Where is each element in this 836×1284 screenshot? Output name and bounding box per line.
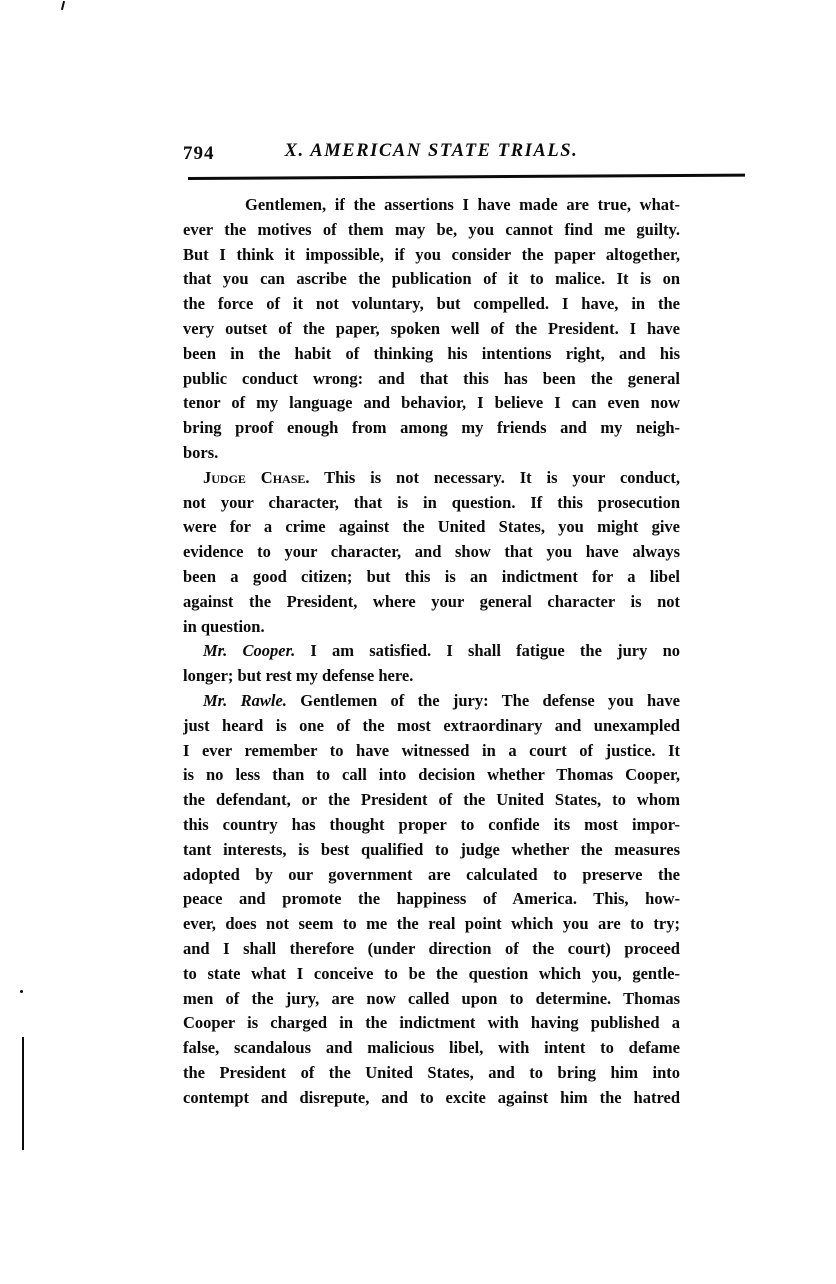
text-segment: public conduct wrong: and that this has been the general <box>183 368 680 388</box>
paragraph <box>183 639 680 689</box>
text-segment: Gentlemen, if the assertions I have made are true, what- <box>245 195 680 214</box>
text-line <box>183 863 680 888</box>
text-line <box>183 714 680 739</box>
header-rule <box>188 174 745 180</box>
text-segment: to state what I conceive to be the question which you, gentle- <box>183 963 680 983</box>
text-segment: is no less than to call into decision whether Thomas Cooper, <box>183 765 680 785</box>
text-segment: this country has thought proper to confide its most impor- <box>183 814 680 834</box>
text-line <box>183 1061 680 1086</box>
text-segment: the force of it not voluntary, but compelled. I have, in the <box>183 294 680 314</box>
text-segment: against the President, where your general character is not <box>183 591 680 611</box>
text-segment: ever the motives of them may be, you cannot find me guilty. <box>183 219 680 239</box>
text-segment: the defendant, or the President of the United States, to whom <box>183 790 680 810</box>
text-line <box>183 937 680 962</box>
paragraph <box>183 193 680 466</box>
text-line <box>183 962 680 987</box>
text-line <box>183 813 680 838</box>
text-segment: and I shall therefore (under direction of the court) proceed <box>183 938 680 958</box>
text-line <box>183 739 680 764</box>
text-line <box>183 987 680 1012</box>
text-segment: that you can ascribe the publication of it to malice. It is on <box>183 269 680 289</box>
paragraph <box>183 466 680 640</box>
text-segment: I ever remember to have witnessed in a court of justice. It <box>183 740 680 760</box>
text-line <box>183 491 680 516</box>
text-line <box>183 1086 680 1111</box>
text-line <box>183 887 680 912</box>
text-segment: were for a crime against the United States, you might give <box>183 517 680 537</box>
text-segment: tenor of my language and behavior, I believe I can even now <box>183 393 680 413</box>
text-segment: men of the jury, are now called upon to determine. Thomas <box>183 988 680 1008</box>
text-segment: bors. <box>183 442 219 462</box>
text-line <box>183 788 680 813</box>
text-line <box>183 540 680 565</box>
text-line <box>183 1011 680 1036</box>
text-line <box>183 1036 680 1061</box>
page-header <box>183 141 680 169</box>
text-segment: peace and promote the happiness of America. This, how- <box>183 889 680 909</box>
text-segment: been in the habit of thinking his intentions right, and his <box>183 343 680 363</box>
paragraph <box>183 689 680 1111</box>
page-body <box>183 193 680 1110</box>
text-segment: tant interests, is best qualified to judge whether the measures <box>183 839 680 859</box>
text-segment: I am satisfied. I shall fatigue the jury no <box>295 641 680 661</box>
text-line <box>183 391 680 416</box>
text-segment: Gentlemen of the jury: The defense you have <box>286 690 680 710</box>
text-line <box>183 763 680 788</box>
text-segment: the President of the United States, and to bring him into <box>183 1062 680 1082</box>
running-title: X. AMERICAN STATE TRIALS. <box>284 141 579 161</box>
text-line <box>183 515 680 540</box>
text-segment: not your character, that is in question. If this prosecution <box>183 492 680 512</box>
text-line <box>183 342 680 367</box>
text-line <box>183 416 680 441</box>
scan-artifact-line <box>22 1037 24 1150</box>
text-segment: false, scandalous and malicious libel, with intent to defame <box>183 1038 680 1058</box>
text-segment: been a good citizen; but this is an indictment for a libel <box>183 566 680 586</box>
text-segment: in question. <box>183 616 265 636</box>
text-segment: This is not necessary. It is your conduct, <box>309 467 680 487</box>
text-line <box>183 441 680 466</box>
speaker-name: Mr. Cooper. <box>203 641 296 661</box>
text-line <box>183 912 680 937</box>
text-line <box>183 615 680 640</box>
text-segment: bring proof enough from among my friends and my neigh- <box>183 418 680 438</box>
text-segment: Cooper is charged in the indictment with having published a <box>183 1013 680 1033</box>
text-segment: ever, does not seem to me the real point which you are to try; <box>183 914 680 934</box>
text-line <box>183 565 680 590</box>
text-line <box>183 466 680 491</box>
text-line <box>183 639 680 664</box>
text-line <box>183 317 680 342</box>
text-line <box>183 292 680 317</box>
text-segment: adopted by our government are calculated to preserve the <box>183 864 680 884</box>
text-segment: contempt and disrepute, and to excite against him the hatred <box>183 1087 680 1107</box>
page-number: 794 <box>183 143 215 164</box>
speaker-name: Mr. Rawle. <box>203 690 287 710</box>
text-segment: evidence to your character, and show that you have always <box>183 542 680 562</box>
text-line <box>183 689 680 714</box>
text-line <box>183 218 680 243</box>
speaker-name: Judge Chase. <box>203 467 310 487</box>
scan-artifact-mark <box>61 1 65 10</box>
text-line <box>183 267 680 292</box>
text-line <box>183 590 680 615</box>
text-line <box>183 243 680 268</box>
text-line <box>183 838 680 863</box>
text-segment: But I think it impossible, if you consider the paper altogether, <box>183 244 680 264</box>
text-segment: longer; but rest my defense here. <box>183 666 414 686</box>
scan-artifact-dot <box>20 990 23 993</box>
text-line <box>183 193 680 218</box>
text-segment: just heard is one of the most extraordinary and unexampled <box>183 715 680 735</box>
text-line <box>183 367 680 392</box>
text-line <box>183 664 680 689</box>
text-segment: very outset of the paper, spoken well of the President. I have <box>183 318 680 338</box>
